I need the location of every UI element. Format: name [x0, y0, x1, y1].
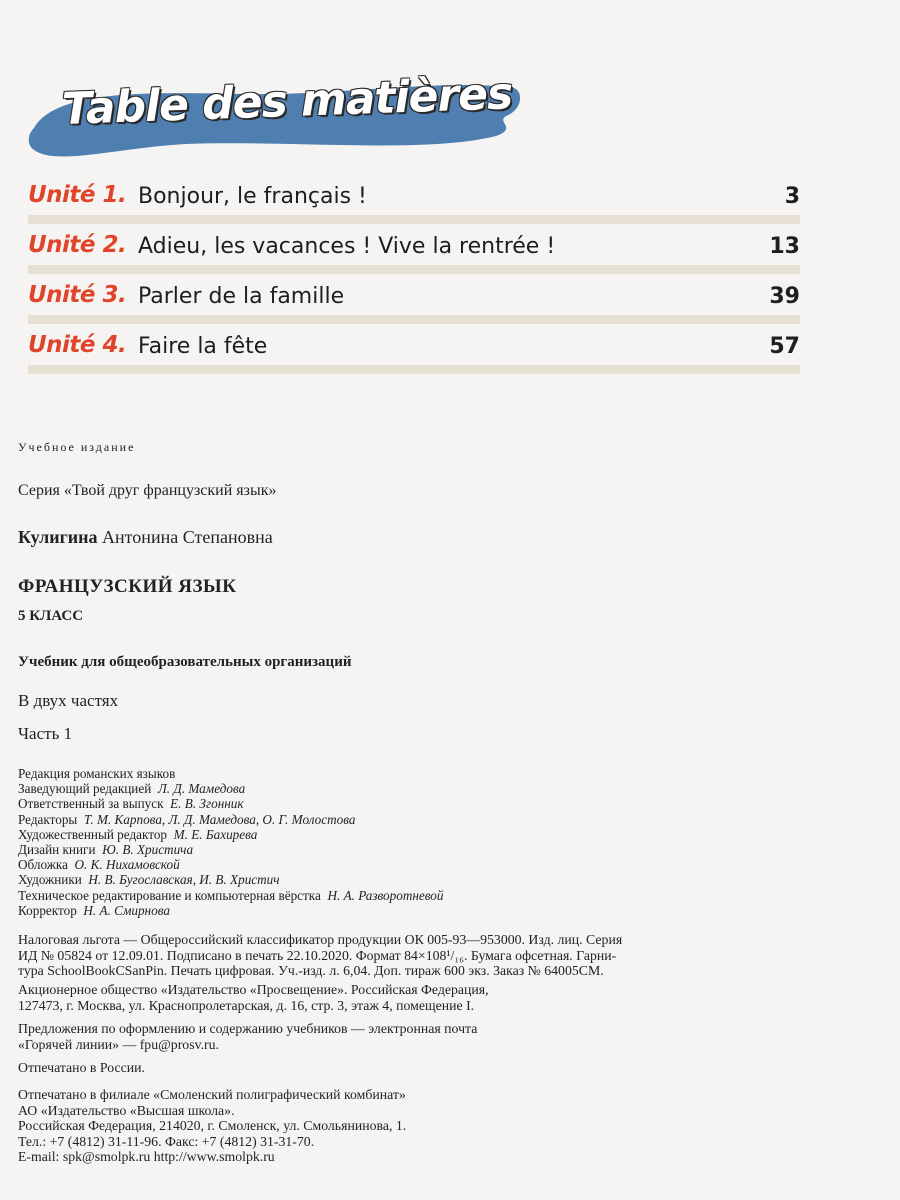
unit-label: Unité 1. — [28, 182, 127, 208]
suggestions-info: Предложения по оформлению и содержанию учебников — электронная почта «Горячей линии» — fpu@prosv.ru. — [18, 1021, 478, 1052]
credit-line: Обложка О. К. Нихамовской — [18, 857, 180, 873]
edition-type: Учебное издание — [18, 440, 136, 454]
book-description: Учебник для общеобразовательных организаций — [18, 654, 352, 670]
credits-block — [18, 766, 444, 918]
credit-line: Дизайн книги Ю. В. Христича — [18, 842, 194, 858]
page-title: Table des matières — [61, 68, 513, 135]
toc-entry[interactable] — [28, 180, 800, 230]
page-number: 57 — [769, 334, 800, 359]
table-of-contents — [28, 180, 800, 380]
printer-info: Отпечатано в филиале «Смоленский полиграфический комбинат» АО «Издательство «Высшая школа». Российская Федерация, 214020, г. Смоленск, ул. Смольянинова, 1. Тел.: +7 (4812) 31-11-96. Факс: +7 (4812) 31-31-70. E-mail: spk@smolpk.ru http://www.smolpk.ru — [18, 1087, 407, 1165]
toc-entry[interactable] — [28, 330, 800, 380]
author-surname: Кулигина — [18, 527, 98, 547]
series-name: Серия «Твой друг французский язык» — [18, 482, 277, 499]
unit-title: Bonjour, le français ! — [138, 184, 367, 209]
credit-line: Корректор Н. А. Смирнова — [18, 902, 170, 918]
toc-entry[interactable] — [28, 280, 800, 330]
credit-line: Ответственный за выпуск Е. В. Згонник — [18, 796, 244, 812]
credit-line: Художественный редактор М. Е. Бахирева — [18, 826, 258, 842]
credit-line: Заведующий редакцией Л. Д. Мамедова — [18, 781, 246, 797]
credit-line: Художники Н. В. Бугославская, И. В. Христич — [18, 872, 280, 888]
tax-info: Налоговая льгота — Общероссийский классификатор продукции ОК 005-93—953000. Изд. лиц. Серия ИД № 05824 от 12.09.01. Подписано в печать 22.10.2020. Формат 84×108¹/₁₆. Бумага офсетная. Гарни- тура SchoolBookCSanPin. Печать цифровая. Уч.-изд. л. 6,04. Доп. тираж 600 экз. Заказ № 64005СМ. — [18, 932, 623, 979]
row-stripe — [28, 365, 800, 374]
author-name: Антонина Степановна — [102, 527, 273, 547]
printed-in: Отпечатано в России. — [18, 1060, 145, 1075]
unit-title: Faire la fête — [138, 334, 268, 359]
unit-label: Unité 3. — [28, 282, 127, 308]
unit-label: Unité 4. — [28, 332, 127, 358]
page-number: 3 — [784, 184, 800, 209]
unit-label: Unité 2. — [28, 232, 127, 258]
book-parts: В двух частях — [18, 691, 119, 710]
credit-line: Редакция романских языков — [18, 766, 176, 781]
unit-title: Adieu, les vacances ! Vive la rentrée ! — [138, 234, 556, 259]
book-subject: ФРАНЦУЗСКИЙ ЯЗЫК — [18, 576, 237, 597]
credit-line: Редакторы Т. М. Карпова, Л. Д. Мамедова, О. Г. Молостова — [18, 811, 356, 827]
credit-line: Техническое редактирование и компьютерная вёрстка Н. А. Разворотневой — [18, 887, 444, 903]
book-grade: 5 КЛАСС — [18, 608, 84, 624]
toc-entry[interactable] — [28, 230, 800, 280]
toc-banner — [26, 70, 526, 166]
row-stripe — [28, 265, 800, 274]
book-part: Часть 1 — [18, 724, 73, 743]
page-number: 39 — [769, 284, 800, 309]
unit-title: Parler de la famille — [138, 284, 345, 309]
page-number: 13 — [769, 234, 800, 259]
author — [18, 527, 273, 548]
row-stripe — [28, 315, 800, 324]
publisher-info: Акционерное общество «Издательство «Просвещение». Российская Федерация, 127473, г. Москва, ул. Краснопролетарская, д. 16, стр. 3, этаж 4, помещение I. — [18, 982, 489, 1013]
row-stripe — [28, 215, 800, 224]
